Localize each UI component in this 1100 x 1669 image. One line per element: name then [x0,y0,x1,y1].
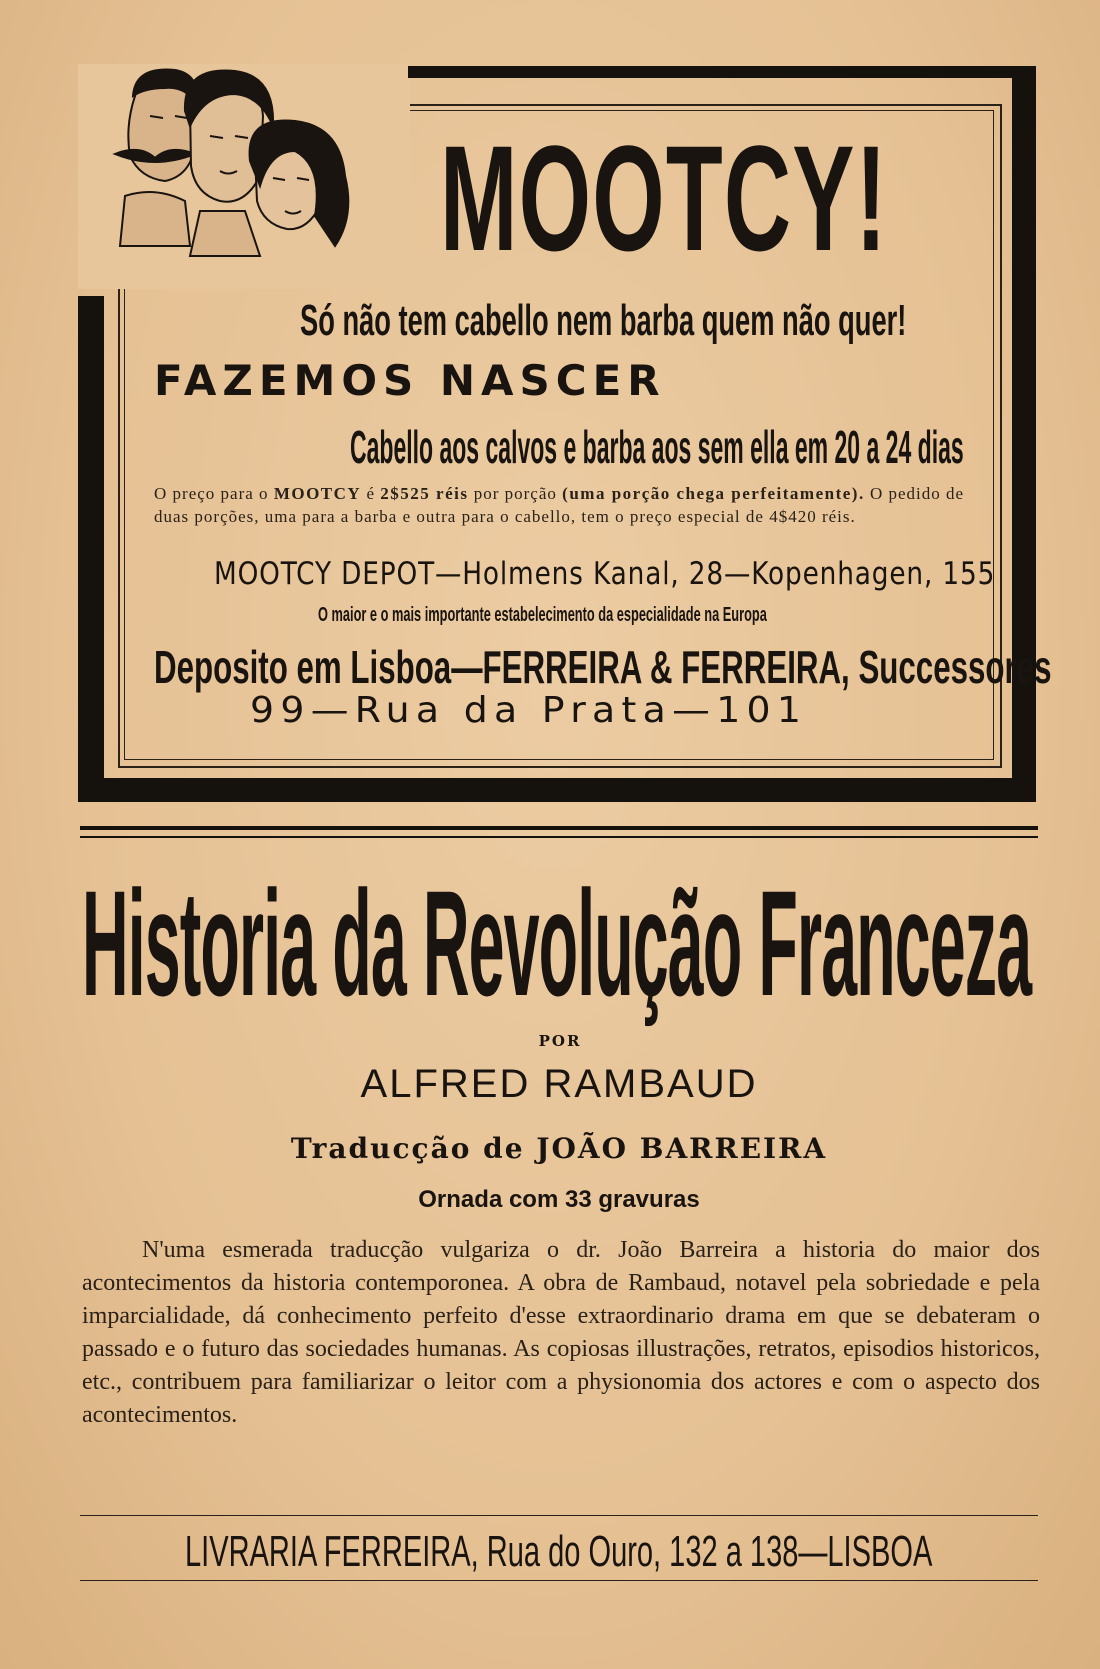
publisher-footer: LIVRARIA FERREIRA, Rua do Ouro, 132 a 138—LISBOA [185,1527,933,1576]
divider-thin [80,836,1038,838]
footer-rule-top [80,1515,1038,1516]
frame-border-bottom [78,778,1036,802]
three-faces-illustration [95,66,365,266]
depot-address: MOOTCY DEPOT—Holmens Kanal, 28—Kopenhagen, 155 [214,556,996,592]
price-brand: MOOTCY [273,484,362,503]
lisbon-deposit: Deposito em Lisboa—FERREIRA & FERREIRA, Successores [154,641,1052,693]
price-text-1: O preço para o [154,484,269,503]
footer-rule-bottom [80,1580,1038,1581]
by-label: POR [538,1032,582,1050]
brand-title: MOOTCY! [440,114,888,282]
price-text-2: é [366,484,376,503]
price-text-4: O pedido de duas porções, uma para a barba e outra para o cabello, tem o preço especial de 4$420 réis. [154,484,965,526]
frame-border-top [408,66,1036,78]
price-value: 2$525 réis [380,484,469,503]
price-note: (uma porção chega perfeitamente). [562,484,865,503]
headline: FAZEMOS NASCER [154,356,666,405]
divider-thick [80,826,1038,830]
book-description: N'uma esmerada traducção vulgariza o dr. João Barreira a historia do maior dos acontecimentos da historia contemporonea. A obra de Rambaud, notavel pela sobriedade e pela imparcialidade, dá conhecimento perfeito d'esse extraordinario drama em que se debateram o passado e o futuro das sociedades humanas. As copiosas illustrações, retratos, episodios historicos, etc., contribuem para familiarizar o leitor com a physionomia dos actores e com o aspecto dos acontecimentos. [82,1237,1040,1428]
price-paragraph [154,482,964,528]
illustrations-note: Ornada com 33 gravuras [418,1186,700,1213]
author-name: ALFRED RAMBAUD [360,1062,758,1106]
tagline: O maior e o mais importante estabelecimento da especialidade na Europa [318,604,767,626]
translator-line: Traducção de JOÃO BARREIRA [290,1132,828,1165]
slogan: Só não tem cabello nem barba quem não quer! [300,296,907,345]
price-text-3: por porção [473,484,557,503]
frame-border-left [78,296,104,778]
book-title: Historia da Revolução Franceza [82,859,1032,1027]
street-address: 99—Rua da Prata—101 [250,690,808,731]
subheadline: Cabello aos calvos e barba aos sem ella em 20 a 24 dias [350,421,964,473]
